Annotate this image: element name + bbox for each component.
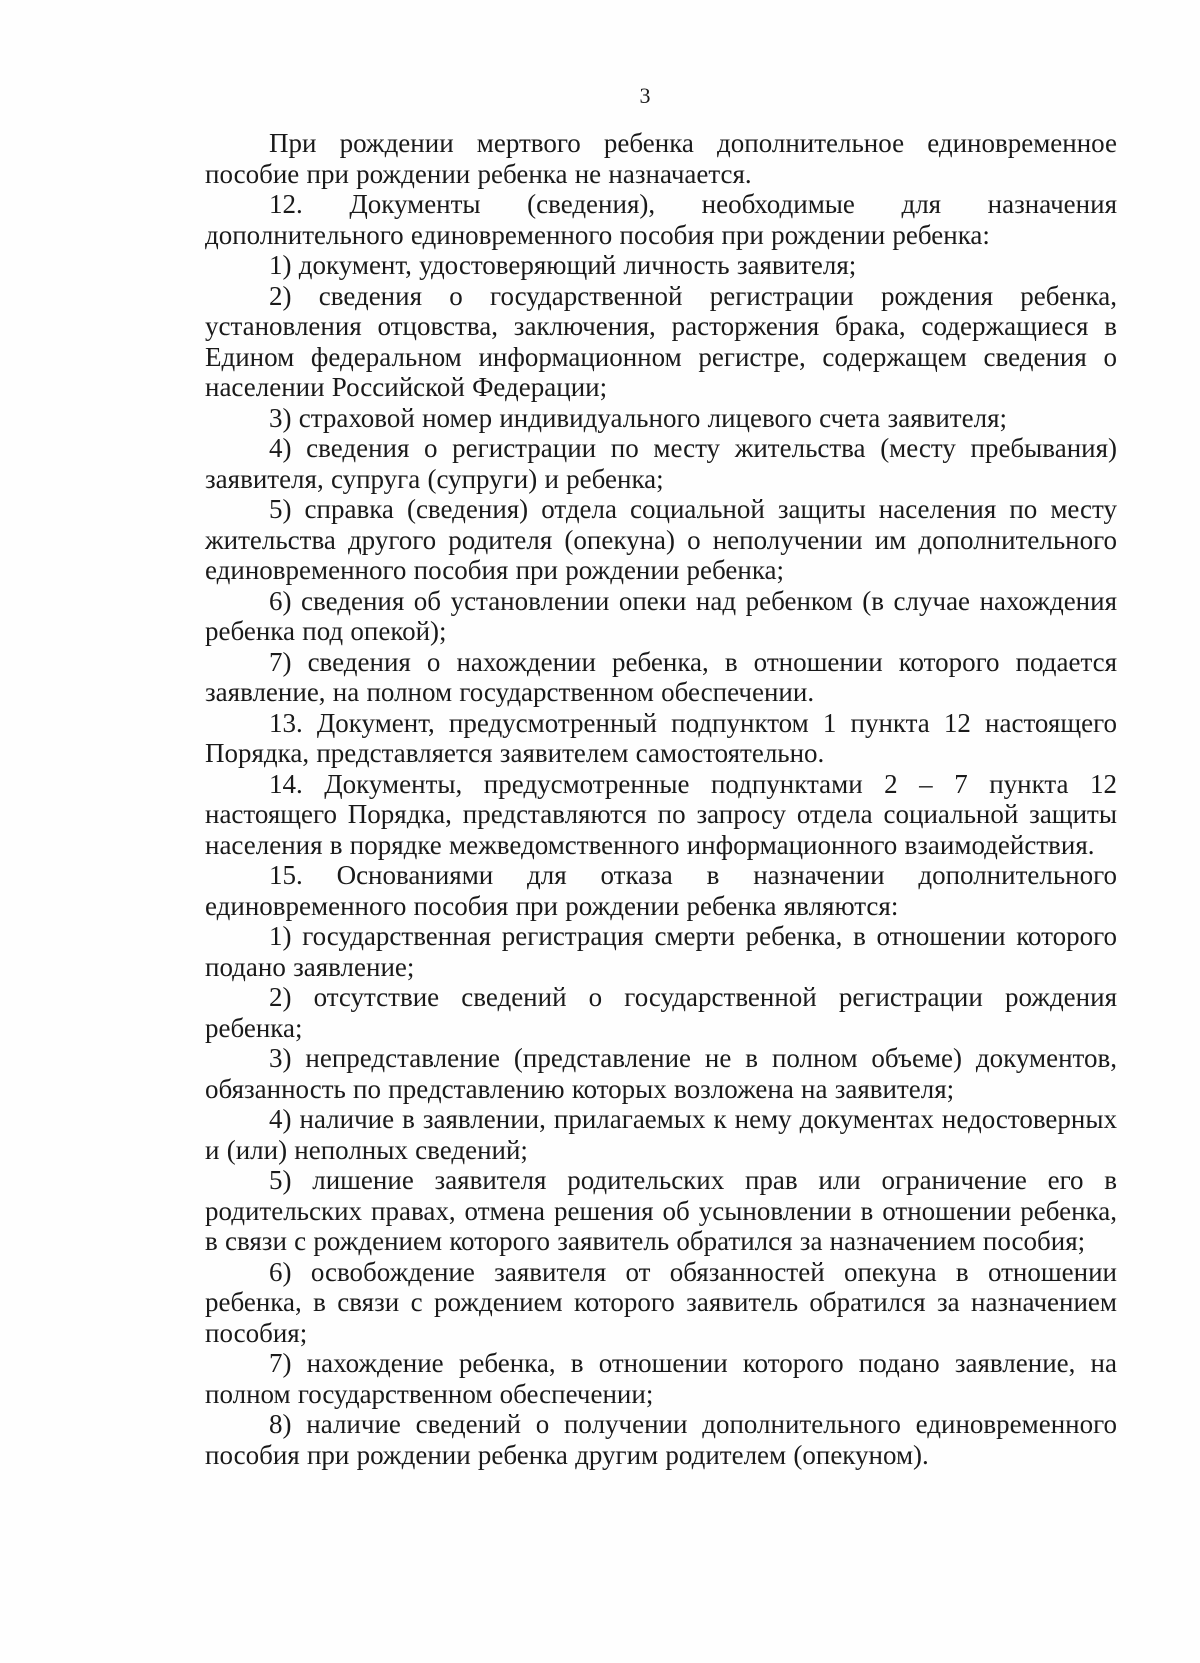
- paragraph: 7) нахождение ребенка, в отношении которого подано заявление, на полном государственном обеспечении;: [205, 1348, 1117, 1409]
- paragraph: 1) государственная регистрация смерти ребенка, в отношении которого подано заявление;: [205, 921, 1117, 982]
- paragraph: 14. Документы, предусмотренные подпунктами 2 – 7 пункта 12 настоящего Порядка, представляются по запросу отдела социальной защиты населения в порядке межведомственного информационного взаимодействия.: [205, 768, 1117, 860]
- paragraph: 15. Основаниями для отказа в назначении дополнительного единовременного пособия при рождении ребенка являются:: [205, 860, 1117, 921]
- document-body: [205, 128, 1117, 1470]
- paragraph: 6) освобождение заявителя от обязанностей опекуна в отношении ребенка, в связи с рождением которого заявитель обратился за назначением пособия;: [205, 1256, 1117, 1348]
- paragraph: 5) справка (сведения) отдела социальной защиты населения по месту жительства другого родителя (опекуна) о неполучении им дополнительного единовременного пособия при рождении ребенка;: [205, 494, 1117, 585]
- paragraph: 2) отсутствие сведений о государственной регистрации рождения ребенка;: [205, 982, 1117, 1043]
- paragraph: 13. Документ, предусмотренный подпунктом 1 пункта 12 настоящего Порядка, представляется заявителем самостоятельно.: [205, 707, 1117, 768]
- paragraph: 5) лишение заявителя родительских прав или ограничение его в родительских правах, отмена решения об усыновлении в отношении ребенка, в связи с рождением которого заявитель обратился за назначением пособия;: [205, 1165, 1117, 1256]
- paragraph: 4) наличие в заявлении, прилагаемых к нему документах недостоверных и (или) неполных сведений;: [205, 1104, 1117, 1165]
- paragraph: 1) документ, удостоверяющий личность заявителя;: [269, 250, 857, 280]
- page-number: 3: [639, 83, 651, 108]
- paragraph: 3) страховой номер индивидуального лицевого счета заявителя;: [269, 402, 1007, 433]
- paragraph: 2) сведения о государственной регистрации рождения ребенка, установления отцовства, заключения, расторжения брака, содержащиеся в Едином федеральном информационном регистре, содержащем сведения о населении Российской Федерации;: [205, 280, 1117, 402]
- paragraph: 7) сведения о нахождении ребенка, в отношении которого подается заявление, на полном государственном обеспечении.: [205, 646, 1117, 707]
- paragraph: 8) наличие сведений о получении дополнительного единовременного пособия при рождении ребенка другим родителем (опекуном).: [205, 1409, 1117, 1470]
- paragraph: 12. Документы (сведения), необходимые для назначения дополнительного единовременного пособия при рождении ребенка:: [205, 189, 1117, 250]
- paragraph: 3) непредставление (представление не в полном объеме) документов, обязанность по представлению которых возложена на заявителя;: [205, 1043, 1117, 1104]
- paragraph: 4) сведения о регистрации по месту жительства (месту пребывания) заявителя, супруга (супруги) и ребенка;: [205, 433, 1117, 494]
- paragraph: При рождении мертвого ребенка дополнительное единовременное пособие при рождении ребенка не назначается.: [205, 128, 1117, 189]
- paragraph: 6) сведения об установлении опеки над ребенком (в случае нахождения ребенка под опекой);: [205, 585, 1117, 646]
